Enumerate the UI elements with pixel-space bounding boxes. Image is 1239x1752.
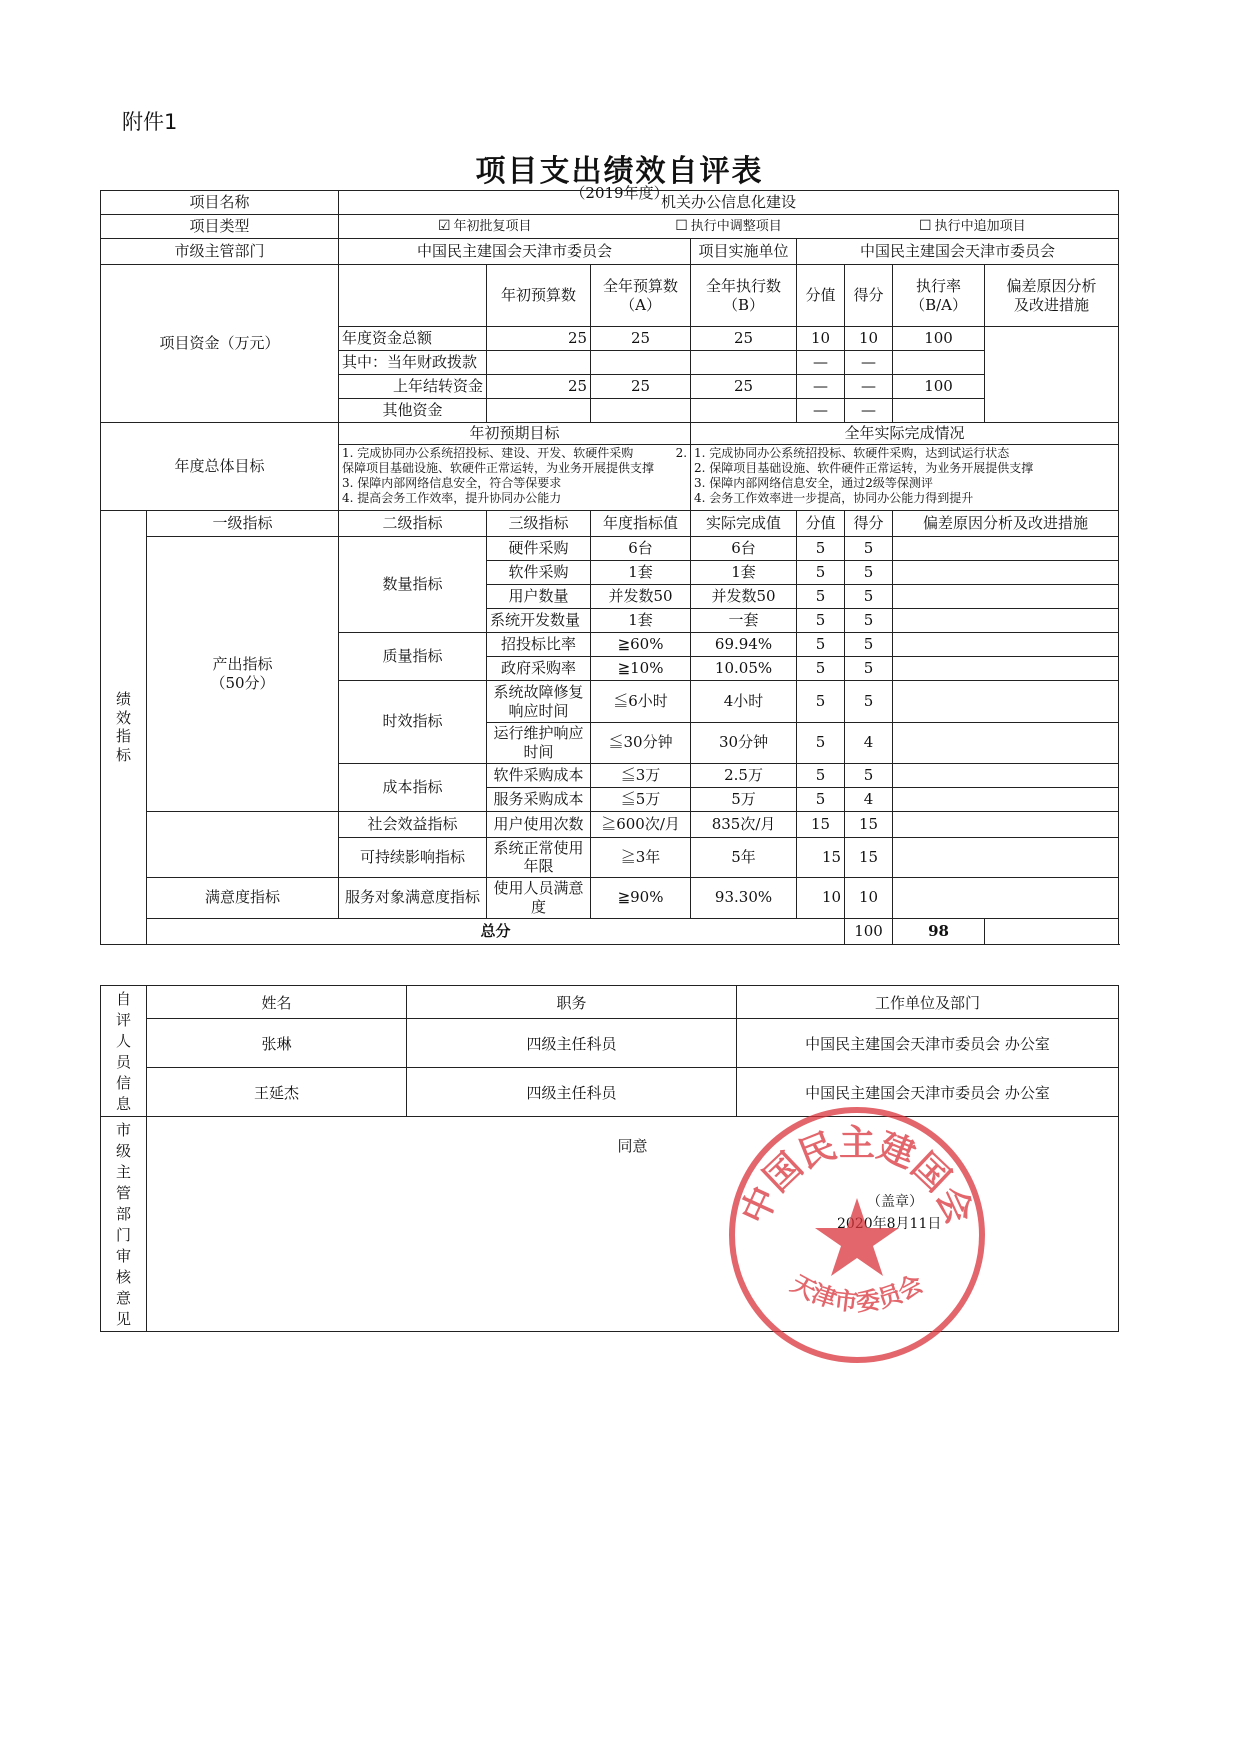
funds-row-score: 10 xyxy=(797,327,845,351)
indicator-actual: 93.30% xyxy=(691,878,797,919)
indicator-name: 系统正常使用年限 xyxy=(487,837,591,878)
total-row xyxy=(101,918,1119,944)
header-line: 执行率 xyxy=(916,276,962,295)
funds-row-score: — xyxy=(797,375,845,399)
header-actual: 实际完成值 xyxy=(691,511,797,537)
goal-line: 1. 完成协同办公系统招投标、软硬件采购，达到试运行状态 xyxy=(694,446,1010,460)
goal-line: 3. 保障内部网络信息安全，通过2级等保测评 xyxy=(694,476,933,490)
goals-plan-header: 年初预期目标 xyxy=(339,423,691,445)
header-line: （B） xyxy=(723,295,765,314)
star-icon xyxy=(815,1198,899,1276)
indicator-actual: 30分钟 xyxy=(691,723,797,764)
official-seal xyxy=(722,1100,992,1370)
funds-header-score: 分值 xyxy=(797,265,845,327)
project-type-options xyxy=(339,215,1119,239)
indicator-score: 10 xyxy=(797,878,845,919)
indicator-name: 用户数量 xyxy=(487,585,591,609)
funds-row-score: — xyxy=(797,399,845,423)
goal-line xyxy=(342,446,687,461)
indicator-deviation xyxy=(893,633,1119,657)
checkbox-checked-icon: ☑ xyxy=(437,217,451,234)
indicator-score: 5 xyxy=(797,633,845,657)
funds-row-got: 10 xyxy=(845,327,893,351)
level1-satisfaction: 满意度指标 xyxy=(147,878,339,919)
seal-note: （盖章） xyxy=(867,1194,923,1210)
dept-value: 中国民主建国会天津市委员会 xyxy=(339,239,691,265)
indicator-target: ≦3万 xyxy=(591,763,691,787)
goals-label: 年度总体目标 xyxy=(101,423,339,511)
header-line: 全年预算数 xyxy=(603,276,679,295)
goal-line: 4. 提高会务工作效率，提升协同办公能力 xyxy=(342,491,562,505)
indicator-got: 5 xyxy=(845,657,893,681)
funds-header-a xyxy=(591,265,691,327)
indicator-deviation xyxy=(893,681,1119,723)
indicator-deviation xyxy=(893,561,1119,585)
funds-row-name: 年度资金总额 xyxy=(339,327,487,351)
project-name: 机关办公信息化建设 xyxy=(339,191,1119,215)
funds-row-initial: 25 xyxy=(487,327,591,351)
header-line: 偏差原因分析 xyxy=(1006,276,1097,295)
funds-row-b xyxy=(691,351,797,375)
funds-row-initial: 25 xyxy=(487,375,591,399)
indicator-actual: 6台 xyxy=(691,537,797,561)
evaluator-unit: 中国民主建国会天津市委员会 办公室 xyxy=(737,1068,1119,1117)
header-line: （B/A） xyxy=(910,295,967,314)
funds-row-a: 25 xyxy=(591,375,691,399)
indicator-deviation xyxy=(893,787,1119,811)
impl-value: 中国民主建国会天津市委员会 xyxy=(797,239,1119,265)
indicator-deviation xyxy=(893,811,1119,837)
funds-row-rate xyxy=(893,399,985,423)
funds-header-rate xyxy=(893,265,985,327)
funds-label: 项目资金（万元） xyxy=(101,265,339,423)
group-social: 社会效益指标 xyxy=(339,811,487,837)
indicator-score: 5 xyxy=(797,609,845,633)
evaluator-name: 张琳 xyxy=(147,1019,407,1068)
indicator-target: ≧60% xyxy=(591,633,691,657)
funds-row-got: — xyxy=(845,375,893,399)
seal-top-text: 中国民主建国会 xyxy=(734,1123,980,1231)
total-deviation xyxy=(985,918,1119,944)
total-label: 总分 xyxy=(147,918,845,944)
indicator-got: 10 xyxy=(845,878,893,919)
header-target: 年度指标值 xyxy=(591,511,691,537)
output-label: 产出指标 xyxy=(212,655,273,673)
indicator-got: 5 xyxy=(845,561,893,585)
indicator-actual: 5万 xyxy=(691,787,797,811)
indicator-got: 5 xyxy=(845,681,893,723)
dept-label: 市级主管部门 xyxy=(101,239,339,265)
indicator-target: ≧3年 xyxy=(591,837,691,878)
indicator-actual: 69.94% xyxy=(691,633,797,657)
goal-line: 保障项目基础设施、软硬件正常运转，为业务开展提供支撑 xyxy=(342,461,655,475)
vertical-label: 绩 效 指 标 xyxy=(115,689,131,764)
header-title: 职务 xyxy=(407,986,737,1019)
goal-text: 1. 完成协同办公系统招投标、建设、开发、软硬件采购 xyxy=(342,446,634,460)
indicator-actual: 835次/月 xyxy=(691,811,797,837)
indicator-deviation xyxy=(893,537,1119,561)
indicator-target: 6台 xyxy=(591,537,691,561)
header-got: 得分 xyxy=(845,511,893,537)
header-score: 分值 xyxy=(797,511,845,537)
indicator-actual: 1套 xyxy=(691,561,797,585)
indicator-got: 5 xyxy=(845,585,893,609)
funds-row-name: 其他资金 xyxy=(339,399,487,423)
evaluator-name: 王延杰 xyxy=(147,1068,407,1117)
indicator-deviation xyxy=(893,763,1119,787)
indicator-deviation xyxy=(893,657,1119,681)
indicator-score: 15 xyxy=(797,811,845,837)
header-line: （A） xyxy=(620,295,661,314)
group-quantity: 数量指标 xyxy=(339,537,487,633)
funds-row-rate: 100 xyxy=(893,327,985,351)
header-deviation: 偏差原因分析及改进措施 xyxy=(893,511,1119,537)
goal-marker: 2. xyxy=(675,446,688,460)
indicator-name: 使用人员满意度 xyxy=(487,878,591,919)
indicator-actual: 一套 xyxy=(691,609,797,633)
funds-header-got: 得分 xyxy=(845,265,893,327)
funds-header-initial: 年初预算数 xyxy=(487,265,591,327)
funds-row-score: — xyxy=(797,351,845,375)
indicator-score: 5 xyxy=(797,561,845,585)
funds-row-b xyxy=(691,399,797,423)
impl-label: 项目实施单位 xyxy=(691,239,797,265)
indicator-got: 5 xyxy=(845,763,893,787)
evaluator-title: 四级主任科员 xyxy=(407,1068,737,1117)
indicator-actual: 2.5万 xyxy=(691,763,797,787)
goal-line: 4. 会务工作效率进一步提高，协同办公能力得到提升 xyxy=(694,491,974,505)
indicator-name: 系统开发数量 xyxy=(487,609,591,633)
indicator-got: 5 xyxy=(845,537,893,561)
group-timeliness: 时效指标 xyxy=(339,681,487,764)
vertical-label: 自 评 人 员 信 息 xyxy=(115,990,131,1113)
evaluators-label xyxy=(101,986,147,1117)
indicator-score: 5 xyxy=(797,723,845,764)
goals-plan xyxy=(339,445,691,511)
evaluator-title: 四级主任科员 xyxy=(407,1019,737,1068)
evaluator-row xyxy=(101,1019,1119,1068)
indicator-target: ≧90% xyxy=(591,878,691,919)
goal-line: 3. 保障内部网络信息安全，符合等保要求 xyxy=(342,476,562,490)
type-option[interactable] xyxy=(852,218,1092,236)
goals-actual xyxy=(691,445,1119,511)
evaluation-table xyxy=(100,190,1119,945)
funds-row-b: 25 xyxy=(691,327,797,351)
group-sustain: 可持续影响指标 xyxy=(339,837,487,878)
indicator-target: 1套 xyxy=(591,609,691,633)
indicator-deviation xyxy=(893,837,1119,878)
indicator-target: ≦30分钟 xyxy=(591,723,691,764)
indicator-row xyxy=(101,878,1119,919)
evaluator-unit: 中国民主建国会天津市委员会 办公室 xyxy=(737,1019,1119,1068)
indicator-target: ≧600次/月 xyxy=(591,811,691,837)
header-unit: 工作单位及部门 xyxy=(737,986,1119,1019)
indicator-name: 系统故障修复响应时间 xyxy=(487,681,591,723)
header-name: 姓名 xyxy=(147,986,407,1019)
vertical-label: 市 级 主 管 部 门 审 核 意 见 xyxy=(115,1121,131,1328)
header-line: 及改进措施 xyxy=(1014,295,1090,314)
indicator-name: 服务采购成本 xyxy=(487,787,591,811)
attachment-label: 附件1 xyxy=(122,110,178,134)
review-opinion: 同意 xyxy=(617,1137,648,1155)
funds-row-name: 上年结转资金 xyxy=(339,375,487,399)
group-cost: 成本指标 xyxy=(339,763,487,811)
header-line: 全年执行数 xyxy=(706,276,782,295)
indicator-name: 招投标比率 xyxy=(487,633,591,657)
indicator-score: 5 xyxy=(797,657,845,681)
type-option-label: 执行中调整项目 xyxy=(690,218,782,234)
funds-row-initial xyxy=(487,351,591,375)
indicator-score: 5 xyxy=(797,763,845,787)
funds-row-name: 其中：当年财政拨款 xyxy=(339,351,487,375)
indicator-deviation xyxy=(893,585,1119,609)
type-option-label: 执行中追加项目 xyxy=(934,218,1026,234)
indicator-deviation xyxy=(893,609,1119,633)
checkbox-empty-icon: ☐ xyxy=(919,217,932,234)
funds-header-deviation xyxy=(985,265,1119,327)
funds-header-b xyxy=(691,265,797,327)
funds-row-a: 25 xyxy=(591,327,691,351)
indicator-got: 4 xyxy=(845,787,893,811)
indicator-actual: 并发数50 xyxy=(691,585,797,609)
indicator-row xyxy=(101,811,1119,837)
goal-line: 2. 保障项目基础设施、软件硬件正常运转，为业务开展提供支撑 xyxy=(694,461,1034,475)
indicator-got: 15 xyxy=(845,837,893,878)
review-date: 2020年8月11日 xyxy=(837,1216,942,1232)
indicator-target: 1套 xyxy=(591,561,691,585)
type-option[interactable] xyxy=(609,218,849,236)
indicator-target: 并发数50 xyxy=(591,585,691,609)
indicator-name: 用户使用次数 xyxy=(487,811,591,837)
indicator-target: ≦5万 xyxy=(591,787,691,811)
indicator-score: 15 xyxy=(797,837,845,878)
type-option-label: 年初批复项目 xyxy=(453,218,532,234)
indicator-deviation xyxy=(893,878,1119,919)
funds-row-a xyxy=(591,399,691,423)
funds-blank-header xyxy=(339,265,487,327)
funds-deviation xyxy=(985,327,1119,423)
indicator-name: 软件采购成本 xyxy=(487,763,591,787)
performance-indicators-label xyxy=(101,511,147,945)
review-label xyxy=(101,1117,147,1332)
indicator-score: 5 xyxy=(797,787,845,811)
indicator-name: 硬件采购 xyxy=(487,537,591,561)
group-quality: 质量指标 xyxy=(339,633,487,681)
header-level2: 二级指标 xyxy=(339,511,487,537)
output-indicator-cell xyxy=(147,537,339,812)
indicator-got: 5 xyxy=(845,609,893,633)
group-satisfaction: 服务对象满意度指标 xyxy=(339,878,487,919)
project-type-label: 项目类型 xyxy=(101,215,339,239)
funds-row-b: 25 xyxy=(691,375,797,399)
total-score: 100 xyxy=(845,918,893,944)
indicator-actual: 4小时 xyxy=(691,681,797,723)
indicator-score: 5 xyxy=(797,585,845,609)
indicator-got: 15 xyxy=(845,811,893,837)
funds-row-a xyxy=(591,351,691,375)
indicator-actual: 10.05% xyxy=(691,657,797,681)
funds-row-rate xyxy=(893,351,985,375)
effect-indicator-cell xyxy=(147,811,339,878)
indicator-score: 5 xyxy=(797,681,845,723)
indicator-row xyxy=(101,537,1119,561)
indicator-name: 软件采购 xyxy=(487,561,591,585)
indicator-name: 政府采购率 xyxy=(487,657,591,681)
goals-actual-header: 全年实际完成情况 xyxy=(691,423,1119,445)
funds-row-rate: 100 xyxy=(893,375,985,399)
type-option[interactable] xyxy=(365,218,605,236)
year-subtitle: （2019年度） xyxy=(570,184,669,202)
indicator-actual: 5年 xyxy=(691,837,797,878)
indicator-got: 5 xyxy=(845,633,893,657)
output-sub: （50分） xyxy=(210,673,275,692)
indicator-target: ≧10% xyxy=(591,657,691,681)
checkbox-empty-icon: ☐ xyxy=(675,217,688,234)
funds-row-got: — xyxy=(845,399,893,423)
funds-row-got: — xyxy=(845,351,893,375)
indicator-score: 5 xyxy=(797,537,845,561)
indicator-name: 运行维护响应时间 xyxy=(487,723,591,764)
total-got: 98 xyxy=(893,918,985,944)
seal-bottom-text: 天津市委员会 xyxy=(786,1269,928,1317)
page-title: 项目支出绩效自评表 xyxy=(475,154,764,189)
project-name-label: 项目名称 xyxy=(101,191,339,215)
header-level3: 三级指标 xyxy=(487,511,591,537)
indicator-got: 4 xyxy=(845,723,893,764)
header-level1: 一级指标 xyxy=(147,511,339,537)
funds-row-initial xyxy=(487,399,591,423)
indicator-deviation xyxy=(893,723,1119,764)
indicator-target: ≦6小时 xyxy=(591,681,691,723)
